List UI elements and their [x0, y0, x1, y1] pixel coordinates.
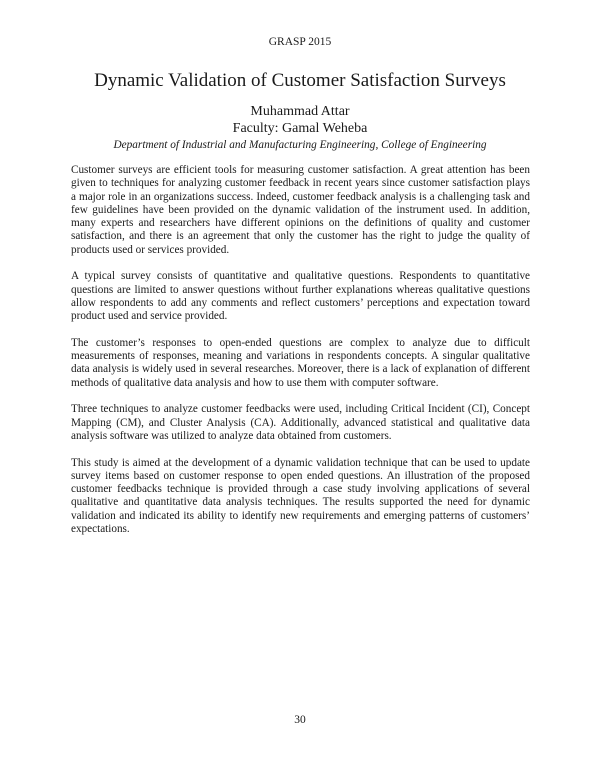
department-affiliation: Department of Industrial and Manufacturing Engineering, College of Engineering: [113, 139, 487, 151]
faculty-advisor: Faculty: Gamal Weheba: [232, 121, 368, 136]
paragraph-3: The customer’s responses to open-ended questions are complex to analyze due to difficult measurements of responses, meaning and variations in respondents concepts. A singular qualitative data analysis is widely used in several researches. Moreover, there is a lack of explanation of different methods of qualitative data analysis and how to use them with computer software.: [71, 336, 530, 389]
author-name: Muhammad Attar: [250, 104, 350, 119]
running-header: GRASP 2015: [268, 36, 332, 48]
page-number: 30: [294, 714, 306, 726]
paragraph-5: This study is aimed at the development of a dynamic validation technique that can be used to update survey items based on customer response to open ended questions. An illustration of the proposed customer feedbacks technique is provided through a case study involving applications of several qualitative and quantitative data analysis techniques. The results supported the need for dynamic validation and indicated its ability to identify new requirements and emerging patterns of customers’ expectations.: [71, 456, 530, 536]
paragraph-1: Customer surveys are efficient tools for measuring customer satisfaction. A great attention has been given to techniques for analyzing customer feedback in recent years since customer satisfaction plays a major role in an organizations success. Indeed, customer feedback analysis is a challenging task and few guidelines have been provided on the dynamic validation of the instrument used. In addition, many experts and researchers have different opinions on the definitions of quality and customer satisfaction, and there is an agreement that only the customer has the right to judge the quality of products used or services provided.: [71, 164, 530, 256]
paragraph-4: Three techniques to analyze customer feedbacks were used, including Critical Incident (CI), Concept Mapping (CM), and Cluster Analysis (CA). Additionally, advanced statistical and qualitative data analysis software was utilized to analyze data obtained from customers.: [71, 403, 530, 442]
paragraph-2: A typical survey consists of quantitative and qualitative questions. Respondents to quantitative questions are limited to answer questions without further explanations whereas qualitative questions allow respondents to add any comments and reflect customers’ perceptions and expectation toward product used and service provided.: [71, 270, 530, 323]
paper-title: Dynamic Validation of Customer Satisfaction Surveys: [94, 70, 506, 91]
abstract-body: [71, 164, 530, 550]
